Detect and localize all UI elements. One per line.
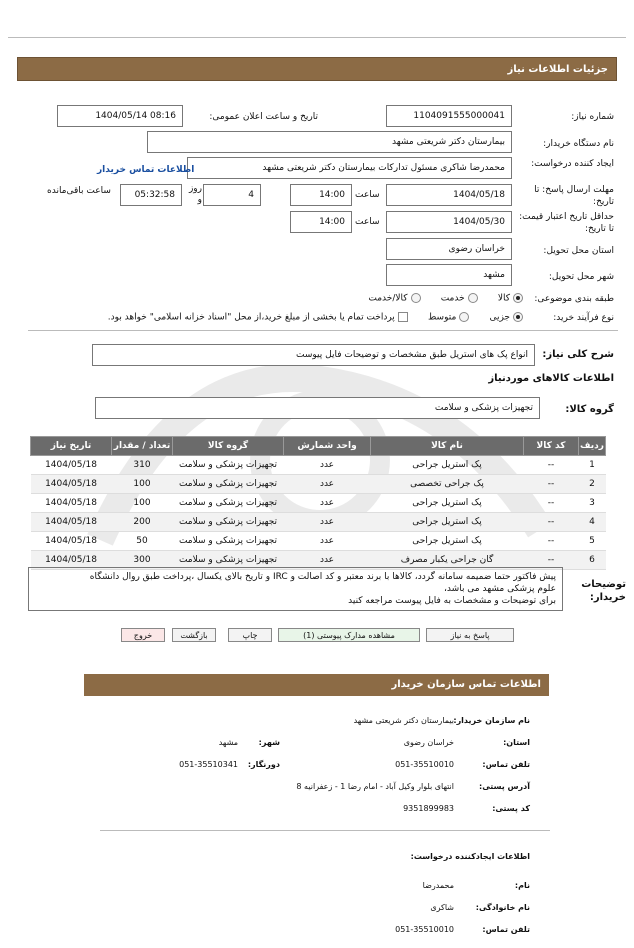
buyer-org-label: نام دستگاه خریدار: [543, 139, 614, 149]
contact-org-label: نام سازمان خریدار: [453, 716, 530, 725]
cell-group: تجهیزات پزشکی و سلامت [173, 551, 284, 570]
buyer-notes-line: علوم پزشکی مشهد می باشد، [444, 584, 556, 594]
need-number-field: 1104091555000041 [386, 105, 512, 127]
cell-code: -- [524, 551, 579, 570]
col-qty: تعداد / مقدار [112, 437, 173, 456]
process-options [108, 312, 526, 323]
page-title: جزئیات اطلاعات نیاز [507, 64, 608, 75]
col-row: ردیف [579, 437, 606, 456]
city-field: مشهد [386, 264, 512, 286]
cell-unit: عدد [284, 456, 371, 475]
buyer-notes-line: برای توضیحات و مشخصات به فایل پیوست مراجعه کنید [348, 596, 556, 606]
cell-code: -- [524, 456, 579, 475]
cell-name: پک استریل جراحی [371, 456, 524, 475]
category-option-service: خدمت [440, 293, 465, 304]
exit-button[interactable]: خروج [121, 628, 165, 642]
cell-unit: عدد [284, 475, 371, 494]
cell-unit: عدد [284, 513, 371, 532]
respond-button[interactable]: پاسخ به نیاز [426, 628, 514, 642]
table-row[interactable] [31, 513, 606, 532]
cell-row: 2 [579, 475, 606, 494]
days-field: 4 [203, 184, 261, 206]
contact-postal-label: کد پستی: [492, 804, 530, 813]
cell-date: 1404/05/18 [31, 494, 112, 513]
contact-title: اطلاعات تماس سازمان خریدار [391, 679, 541, 690]
col-name: نام کالا [371, 437, 524, 456]
buyer-notes-label: توضیحات خریدار: [581, 579, 626, 603]
creator-label: ایجاد کننده درخواست: [531, 159, 614, 169]
province-field: خراسان رضوی [386, 238, 512, 260]
buyer-notes-line: پیش فاکتور حتما ضمیمه سامانه گردد، کالاها با برند معتبر و کد اصالت و IRC و تاریخ بالای یکسال ،پرداخت طبق روال دانشگاه [89, 572, 556, 582]
contact-fax-label: دورنگار: [247, 760, 280, 769]
buyer-notes-box [28, 567, 563, 611]
validity-time-label: ساعت [355, 217, 380, 227]
cell-row: 3 [579, 494, 606, 513]
cell-name: پک جراحی تخصصی [371, 475, 524, 494]
cell-qty: 50 [112, 532, 173, 551]
table-header-row [31, 437, 606, 456]
cell-unit: عدد [284, 532, 371, 551]
cell-name: پک استریل جراحی [371, 494, 524, 513]
contact-province-value: خراسان رضوی [403, 738, 454, 747]
creator-first-label: نام: [514, 881, 530, 890]
category-options [368, 293, 526, 304]
category-option-both: کالا/خدمت [368, 293, 408, 304]
cell-row: 5 [579, 532, 606, 551]
process-option-minor: جزیی [489, 312, 510, 323]
announce-label: تاریخ و ساعت اعلان عمومی: [209, 112, 318, 122]
cell-group: تجهیزات پزشکی و سلامت [173, 532, 284, 551]
cell-unit: عدد [284, 551, 371, 570]
contact-province-label: استان: [503, 738, 530, 747]
validity-time-field[interactable]: 14:00 [290, 211, 352, 233]
validity-date-field[interactable]: 1404/05/30 [386, 211, 512, 233]
cell-date: 1404/05/18 [31, 456, 112, 475]
deadline-time-field[interactable]: 14:00 [290, 184, 352, 206]
col-group: گروه کالا [173, 437, 284, 456]
cell-qty: 310 [112, 456, 173, 475]
creator-last-value: شاکری [430, 903, 454, 912]
category-label: طبقه بندی موضوعی: [534, 294, 614, 304]
cell-date: 1404/05/18 [31, 551, 112, 570]
cell-group: تجهیزات پزشکی و سلامت [173, 456, 284, 475]
contact-divider [100, 830, 550, 831]
contact-header [84, 674, 549, 696]
cell-code: -- [524, 532, 579, 551]
remaining-time-field: 05:32:58 [120, 184, 182, 206]
category-radio-service[interactable] [468, 293, 478, 303]
cell-group: تجهیزات پزشکی و سلامت [173, 475, 284, 494]
goods-section-title: اطلاعات کالاهای موردنیاز [488, 373, 614, 384]
cell-unit: عدد [284, 494, 371, 513]
contact-address-value: انتهای بلوار وکیل آباد - امام رضا 1 - زعفرانیه 8 [296, 782, 454, 791]
contact-link[interactable]: اطلاعات تماس خریدار [97, 165, 195, 175]
contact-postal-value: 9351899983 [403, 804, 454, 813]
cell-name: پک استریل جراحی [371, 513, 524, 532]
creator-phone-label: تلفن تماس: [482, 925, 530, 934]
table-row[interactable] [31, 494, 606, 513]
process-option-medium: متوسط [428, 312, 457, 323]
col-unit: واحد شمارش [284, 437, 371, 456]
deadline-time-label: ساعت [355, 190, 380, 200]
need-number-label: شماره نیاز: [571, 112, 614, 122]
province-label: استان محل تحویل: [543, 246, 614, 256]
cell-row: 1 [579, 456, 606, 475]
summary-field: انواع پک های استریل طبق مشخصات و توضیحات فایل پیوست [92, 344, 535, 366]
cell-qty: 100 [112, 494, 173, 513]
cell-qty: 300 [112, 551, 173, 570]
contact-phone-value: 051-35510010 [395, 760, 454, 769]
treasury-payment-note: پرداخت تمام یا بخشی از مبلغ خرید،از محل "اسناد خزانه اسلامی" خواهد بود. [107, 312, 395, 323]
city-label: شهر محل تحویل: [548, 272, 614, 282]
group-field: تجهیزات پزشکی و سلامت [95, 397, 540, 419]
back-button[interactable]: بازگشت [172, 628, 216, 642]
creator-first-value: محمدرضا [422, 881, 454, 890]
announce-field: 1404/05/14 08:16 [57, 105, 183, 127]
cell-date: 1404/05/18 [31, 475, 112, 494]
deadline-date-field[interactable]: 1404/05/18 [386, 184, 512, 206]
cell-qty: 200 [112, 513, 173, 532]
category-radio-both[interactable] [411, 293, 421, 303]
buyer-org-field: بیمارستان دکتر شریعتی مشهد [147, 131, 512, 153]
group-label: گروه کالا: [565, 404, 614, 415]
creator-info-title: اطلاعات ایجادکننده درخواست: [410, 852, 530, 861]
top-divider [8, 37, 626, 38]
category-radio-goods[interactable] [513, 293, 523, 303]
table-row[interactable] [31, 475, 606, 494]
cell-qty: 100 [112, 475, 173, 494]
remaining-label: ساعت باقی‌مانده [47, 186, 111, 196]
contact-fax-value: 051-35510341 [179, 760, 238, 769]
cell-name: پک استریل جراحی [371, 532, 524, 551]
creator-field: محمدرضا شاکری مسئول تدارکات بیمارستان دکتر شریعتی مشهد [187, 157, 512, 179]
contact-org-value: بیمارستان دکتر شریعتی مشهد [353, 716, 454, 725]
category-option-goods: کالا [497, 293, 510, 304]
col-date: تاریخ نیاز [31, 437, 112, 456]
items-table [30, 436, 606, 570]
process-radio-minor[interactable] [513, 312, 523, 322]
deadline-label: مهلت ارسال پاسخ: تا تاریخ: [534, 185, 614, 207]
contact-city-label: شهر: [258, 738, 280, 747]
creator-last-label: نام خانوادگی: [475, 903, 530, 912]
contact-city-value: مشهد [218, 738, 238, 747]
view-documents-button[interactable]: مشاهده مدارک پیوستی (1) [278, 628, 420, 642]
page-header [17, 57, 617, 81]
process-radio-medium[interactable] [459, 312, 469, 322]
summary-label: شرح کلی نیاز: [542, 349, 614, 360]
process-label: نوع فرآیند خرید: [553, 313, 614, 323]
cell-date: 1404/05/18 [31, 532, 112, 551]
cell-code: -- [524, 513, 579, 532]
cell-code: -- [524, 494, 579, 513]
col-code: کد کالا [524, 437, 579, 456]
table-row[interactable] [31, 456, 606, 475]
validity-label: حداقل تاریخ اعتبار قیمت: تا تاریخ: [519, 212, 614, 234]
cell-date: 1404/05/18 [31, 513, 112, 532]
section-divider [28, 330, 618, 331]
cell-group: تجهیزات پزشکی و سلامت [173, 494, 284, 513]
print-button[interactable]: چاپ [228, 628, 272, 642]
treasury-payment-checkbox[interactable] [398, 312, 408, 322]
creator-phone-value: 051-35510010 [395, 925, 454, 934]
contact-phone-label: تلفن تماس: [482, 760, 530, 769]
cell-code: -- [524, 475, 579, 494]
cell-row: 6 [579, 551, 606, 570]
cell-group: تجهیزات پزشکی و سلامت [173, 513, 284, 532]
table-row[interactable] [31, 532, 606, 551]
days-label: روز و [188, 184, 202, 205]
contact-address-label: آدرس پستی: [479, 782, 530, 791]
cell-row: 4 [579, 513, 606, 532]
cell-name: گان جراحی یکبار مصرف [371, 551, 524, 570]
